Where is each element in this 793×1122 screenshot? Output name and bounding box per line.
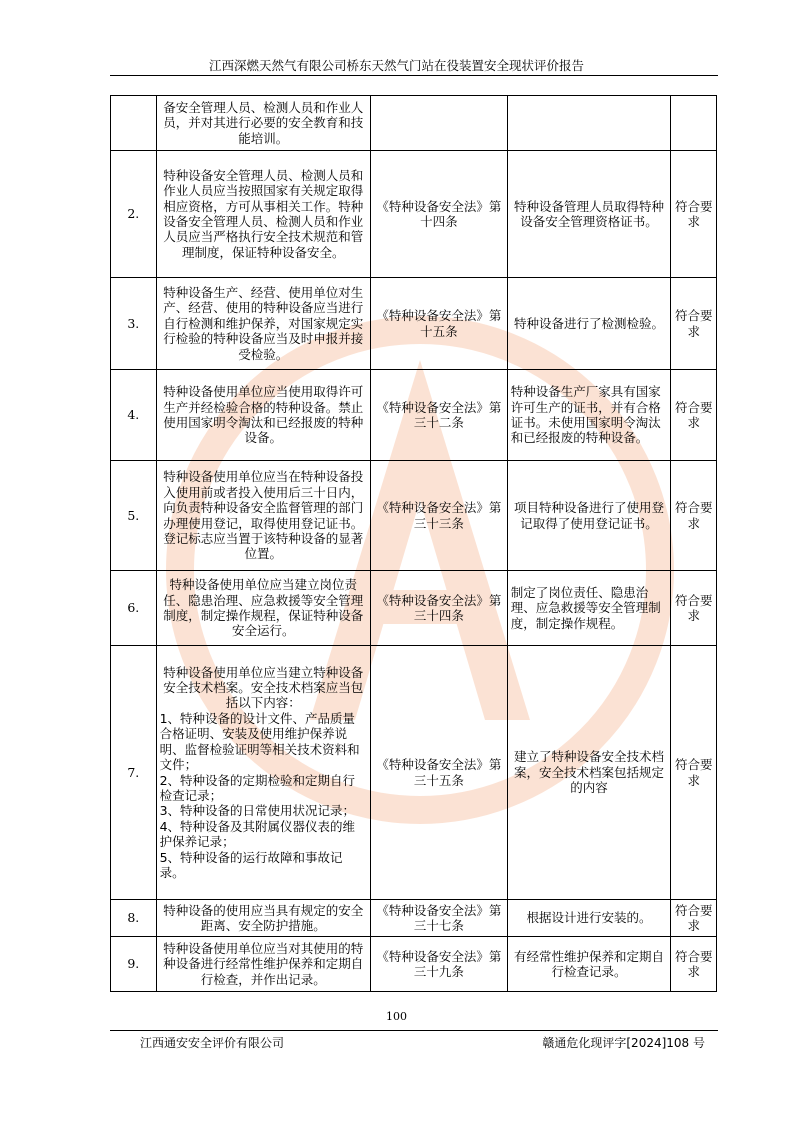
- requirement-cell: 特种设备使用单位应当在特种设备投入使用前或者投入使用后三十日内，向负责特种设备安全监督管理的部门办理使用登记，取得使用登记证书。登记标志应当置于该特种设备的显著位置。: [156, 461, 370, 571]
- row-number: 6.: [111, 571, 157, 646]
- result-cell: 符合要求: [671, 278, 717, 370]
- row-number: 7.: [111, 646, 157, 900]
- status-cell: 建立了特种设备安全技术档案，安全技术档案包括规定的内容: [507, 646, 671, 900]
- table-row: [111, 571, 717, 646]
- header-divider: [110, 75, 718, 76]
- basis-cell: 《特种设备安全法》第十五条: [371, 278, 508, 370]
- requirement-cell: 特种设备的使用应当具有规定的安全距离、安全防护措施。: [156, 900, 370, 937]
- row-number: 8.: [111, 900, 157, 937]
- table-row: [111, 937, 717, 992]
- basis-cell: [371, 96, 508, 151]
- requirement-cell: [156, 646, 370, 900]
- basis-cell: 《特种设备安全法》第三十五条: [371, 646, 508, 900]
- basis-cell: 《特种设备安全法》第三十二条: [371, 370, 508, 461]
- status-cell: 项目特种设备进行了使用登记取得了使用登记证书。: [507, 461, 671, 571]
- requirement-cell: 特种设备使用单位应当对其使用的特种设备进行经常性维护保养和定期自行检查，并作出记录。: [156, 937, 370, 992]
- requirement-item: 2、特种设备的定期检验和定期自行检查记录；: [159, 772, 356, 803]
- basis-cell: 《特种设备安全法》第三十三条: [371, 461, 508, 571]
- requirement-intro: 特种设备使用单位应当建立特种设备安全技术档案。安全技术档案应当包括以下内容：: [163, 664, 364, 711]
- requirement-cell: 备安全管理人员、检测人员和作业人员，并对其进行必要的安全教育和技能培训。: [156, 96, 370, 151]
- table-row: [111, 278, 717, 370]
- table-row: [111, 151, 717, 278]
- table-row: [111, 900, 717, 937]
- row-number: 9.: [111, 937, 157, 992]
- footer-company: 江西通安安全评价有限公司: [140, 1036, 285, 1050]
- result-cell: 符合要求: [671, 571, 717, 646]
- requirement-cell: 特种设备使用单位应当使用取得许可生产并经检验合格的特种设备。禁止使用国家明令淘汰和已经报废的特种设备。: [156, 370, 370, 461]
- basis-cell: 《特种设备安全法》第三十七条: [371, 900, 508, 937]
- status-cell: 有经常性维护保养和定期自行检查记录。: [507, 937, 671, 992]
- row-number: [111, 96, 157, 151]
- result-cell: 符合要求: [671, 370, 717, 461]
- footer-divider: [110, 1030, 718, 1031]
- requirement-cell: 特种设备安全管理人员、检测人员和作业人员应当按照国家有关规定取得相应资格，方可从事相关工作。特种设备安全管理人员、检测人员和作业人员应当严格执行安全技术规范和管理制度，保证特种设备安全。: [156, 151, 370, 278]
- result-cell: [671, 96, 717, 151]
- result-cell: 符合要求: [671, 646, 717, 900]
- table-row: [111, 461, 717, 571]
- status-cell: 特种设备管理人员取得特种设备安全管理资格证书。: [507, 151, 671, 278]
- status-cell: 特种设备生产厂家具有国家许可生产的证书，并有合格证书。未使用国家明令淘汰和已经报废的特种设备。: [507, 370, 671, 461]
- requirement-item: 5、特种设备的运行故障和事故记录。: [159, 849, 343, 880]
- requirement-cell: 特种设备使用单位应当建立岗位责任、隐患治理、应急救援等安全管理制度，制定操作规程，保证特种设备安全运行。: [156, 571, 370, 646]
- requirement-item: 1、特种设备的设计文件、产品质量合格证明、安装及使用维护保养说明、监督检验证明等相关技术资料和文件；: [159, 710, 360, 773]
- table-row: [111, 96, 717, 151]
- basis-cell: 《特种设备安全法》第三十四条: [371, 571, 508, 646]
- requirement-item: 3、特种设备的日常使用状况记录；: [159, 803, 356, 819]
- requirement-cell: 特种设备生产、经营、使用单位对生产、经营、使用的特种设备应当进行自行检测和维护保养，对国家规定实行检验的特种设备应当及时申报并接受检验。: [156, 278, 370, 370]
- result-cell: 符合要求: [671, 937, 717, 992]
- evaluation-table: [110, 95, 717, 992]
- row-number: 5.: [111, 461, 157, 571]
- row-number: 4.: [111, 370, 157, 461]
- basis-cell: 《特种设备安全法》第三十九条: [371, 937, 508, 992]
- result-cell: 符合要求: [671, 151, 717, 278]
- row-number: 3.: [111, 278, 157, 370]
- status-cell: 制定了岗位责任、隐患治理、应急救援等安全管理制度，制定操作规程。: [507, 571, 671, 646]
- status-cell: [507, 96, 671, 151]
- result-cell: 符合要求: [671, 461, 717, 571]
- status-cell: 特种设备进行了检测检验。: [507, 278, 671, 370]
- status-cell: 根据设计进行安装的。: [507, 900, 671, 937]
- row-number: 2.: [111, 151, 157, 278]
- result-cell: 符合要求: [671, 900, 717, 937]
- page-header-title: 江西深燃天然气有限公司桥东天然气门站在役装置安全现状评价报告: [208, 58, 584, 73]
- table-row: [111, 370, 717, 461]
- basis-cell: 《特种设备安全法》第十四条: [371, 151, 508, 278]
- requirement-item: 4、特种设备及其附属仪器仪表的维护保养记录；: [159, 818, 356, 850]
- page-number: 100: [386, 1010, 407, 1023]
- table-row: [111, 646, 717, 900]
- footer-doc-number: 赣通危化现评字[2024]108 号: [542, 1036, 705, 1050]
